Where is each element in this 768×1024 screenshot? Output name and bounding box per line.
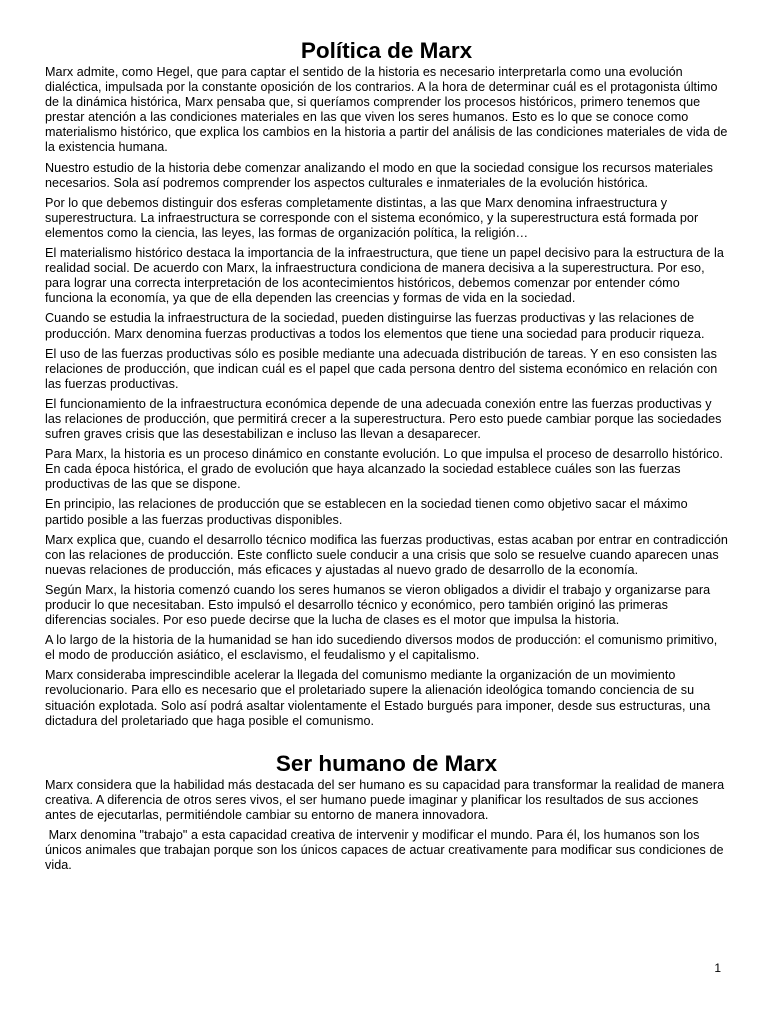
section-title-ser-humano: Ser humano de Marx [275,750,498,776]
paragraph: Marx denomina "trabajo" a esta capacidad creativa de intervenir y modificar el mundo. Para él, los humanos son los únicos animales que trabajan porque son los únicos capaces de actuar creativamente para modificar sus condiciones de vida. [45,828,728,873]
page-number: 1 [714,961,721,975]
paragraph: Nuestro estudio de la historia debe comenzar analizando el modo en que la sociedad consigue los recursos materiales necesarios. Sola así podremos comprender los aspectos culturales e inmateriales de la evolución histórica. [45,160,714,190]
paragraph: Marx consideraba imprescindible acelerar la llegada del comunismo mediante la organización de un movimiento revolucionario. Para ello es necesario que el proletariado supere la alienación ideológica tomando conciencia de su situación explotada. Solo así podrá asaltar violentamente el Estado burgués para imponer, desde sus estructuras, una dictadura del proletariado que haga posible el comunismo. [45,668,711,728]
paragraph: Marx explica que, cuando el desarrollo técnico modifica las fuerzas productivas, estas acaban por entrar en contradicción con las relaciones de producción. Este conflicto suele conducir a una crisis que solo se resuelve cuando aparecen unas nuevas relaciones de producción, más eficaces y ajustadas al nuevo grado de desarrollo de la economía. [45,532,728,577]
paragraph: En principio, las relaciones de producción que se establecen en la sociedad tienen como objetivo sacar el máximo partido posible a las fuerzas productivas disponibles. [45,497,688,527]
paragraph: A lo largo de la historia de la humanidad se han ido sucediendo diversos modos de producción: el comunismo primitivo, el modo de producción asiático, el esclavismo, el feudalismo y el capitalismo. [45,633,718,663]
paragraph: Según Marx, la historia comenzó cuando los seres humanos se vieron obligados a dividir el trabajo y organizarse para producir lo que necesitaban. Esto impulsó el desarrollo técnico y económico, pero también originó las primeras diferencias sociales. Por eso puede decirse que la lucha de clases es el motor que impulsa la historia. [45,582,711,628]
paragraph: Marx admite, como Hegel, que para captar el sentido de la historia es necesario interpretarla como una evolución dialéctica, impulsada por la constante oposición de los contrarios. A la hora de determinar cuál es el protagonista último de la dinámica histórica, Marx pensaba que, si queríamos comprender los procesos históricos, primero tenemos que prestar atención a las condiciones materiales en las que viven los seres humanos. Esto es lo que se conoce como materialismo histórico, que explica los cambios en la historia a partir del análisis de las condiciones materiales de vida de la existencia humana. [45,65,728,155]
paragraph: El funcionamiento de la infraestructura económica depende de una adecuada conexión entre las fuerzas productivas y las relaciones de producción, que permitirá crecer a la superestructura. Pero esto puede cambiar porque las sociedades sufren graves crisis que las desestabilizan e incluso las llevan a desaparecer. [45,396,722,442]
section-title-politica: Política de Marx [300,38,473,63]
paragraph: Por lo que debemos distinguir dos esferas completamente distintas, a las que Marx denomina infraestructura y superestructura. La infraestructura se corresponde con el sistema económico, y la superestructura está formada por elementos como la ciencia, las leyes, las formas de organización política, la religión… [45,195,699,240]
paragraph: Marx considera que la habilidad más destacada del ser humano es su capacidad para transformar la realidad de manera creativa. A diferencia de otros seres vivos, el ser humano puede imaginar y planificar los resultados de sus acciones antes de ejecutarlas, permitiéndole cambiar su entorno de manera innovadora. [45,777,725,822]
paragraph: Cuando se estudia la infraestructura de la sociedad, pueden distinguirse las fuerzas productivas y las relaciones de producción. Marx denomina fuerzas productivas a todos los elementos que tiene una sociedad para producir riqueza. [45,311,705,341]
paragraph: Para Marx, la historia es un proceso dinámico en constante evolución. Lo que impulsa el proceso de desarrollo histórico. En cada época histórica, el grado de evolución que haya alcanzado la sociedad establece cuáles son las fuerzas productivas de las que se dispone. [45,447,724,492]
paragraph: El uso de las fuerzas productivas sólo es posible mediante una adecuada distribución de tareas. Y en eso consisten las relaciones de producción, que indican cuál es el papel que cada persona dentro del sistema económico en relación con las fuerzas productivas. [45,346,718,391]
paragraph: El materialismo histórico destaca la importancia de la infraestructura, que tiene un papel decisivo para la estructura de la realidad social. De acuerdo con Marx, la infraestructura condiciona de manera decisiva a la superestructura. Por eso, para lograr una correcta interpretación de los acontecimientos históricos, debemos comenzar por entender cómo funciona la economía, ya que de ella dependen las creencias y formas de vida en la sociedad. [45,246,724,306]
